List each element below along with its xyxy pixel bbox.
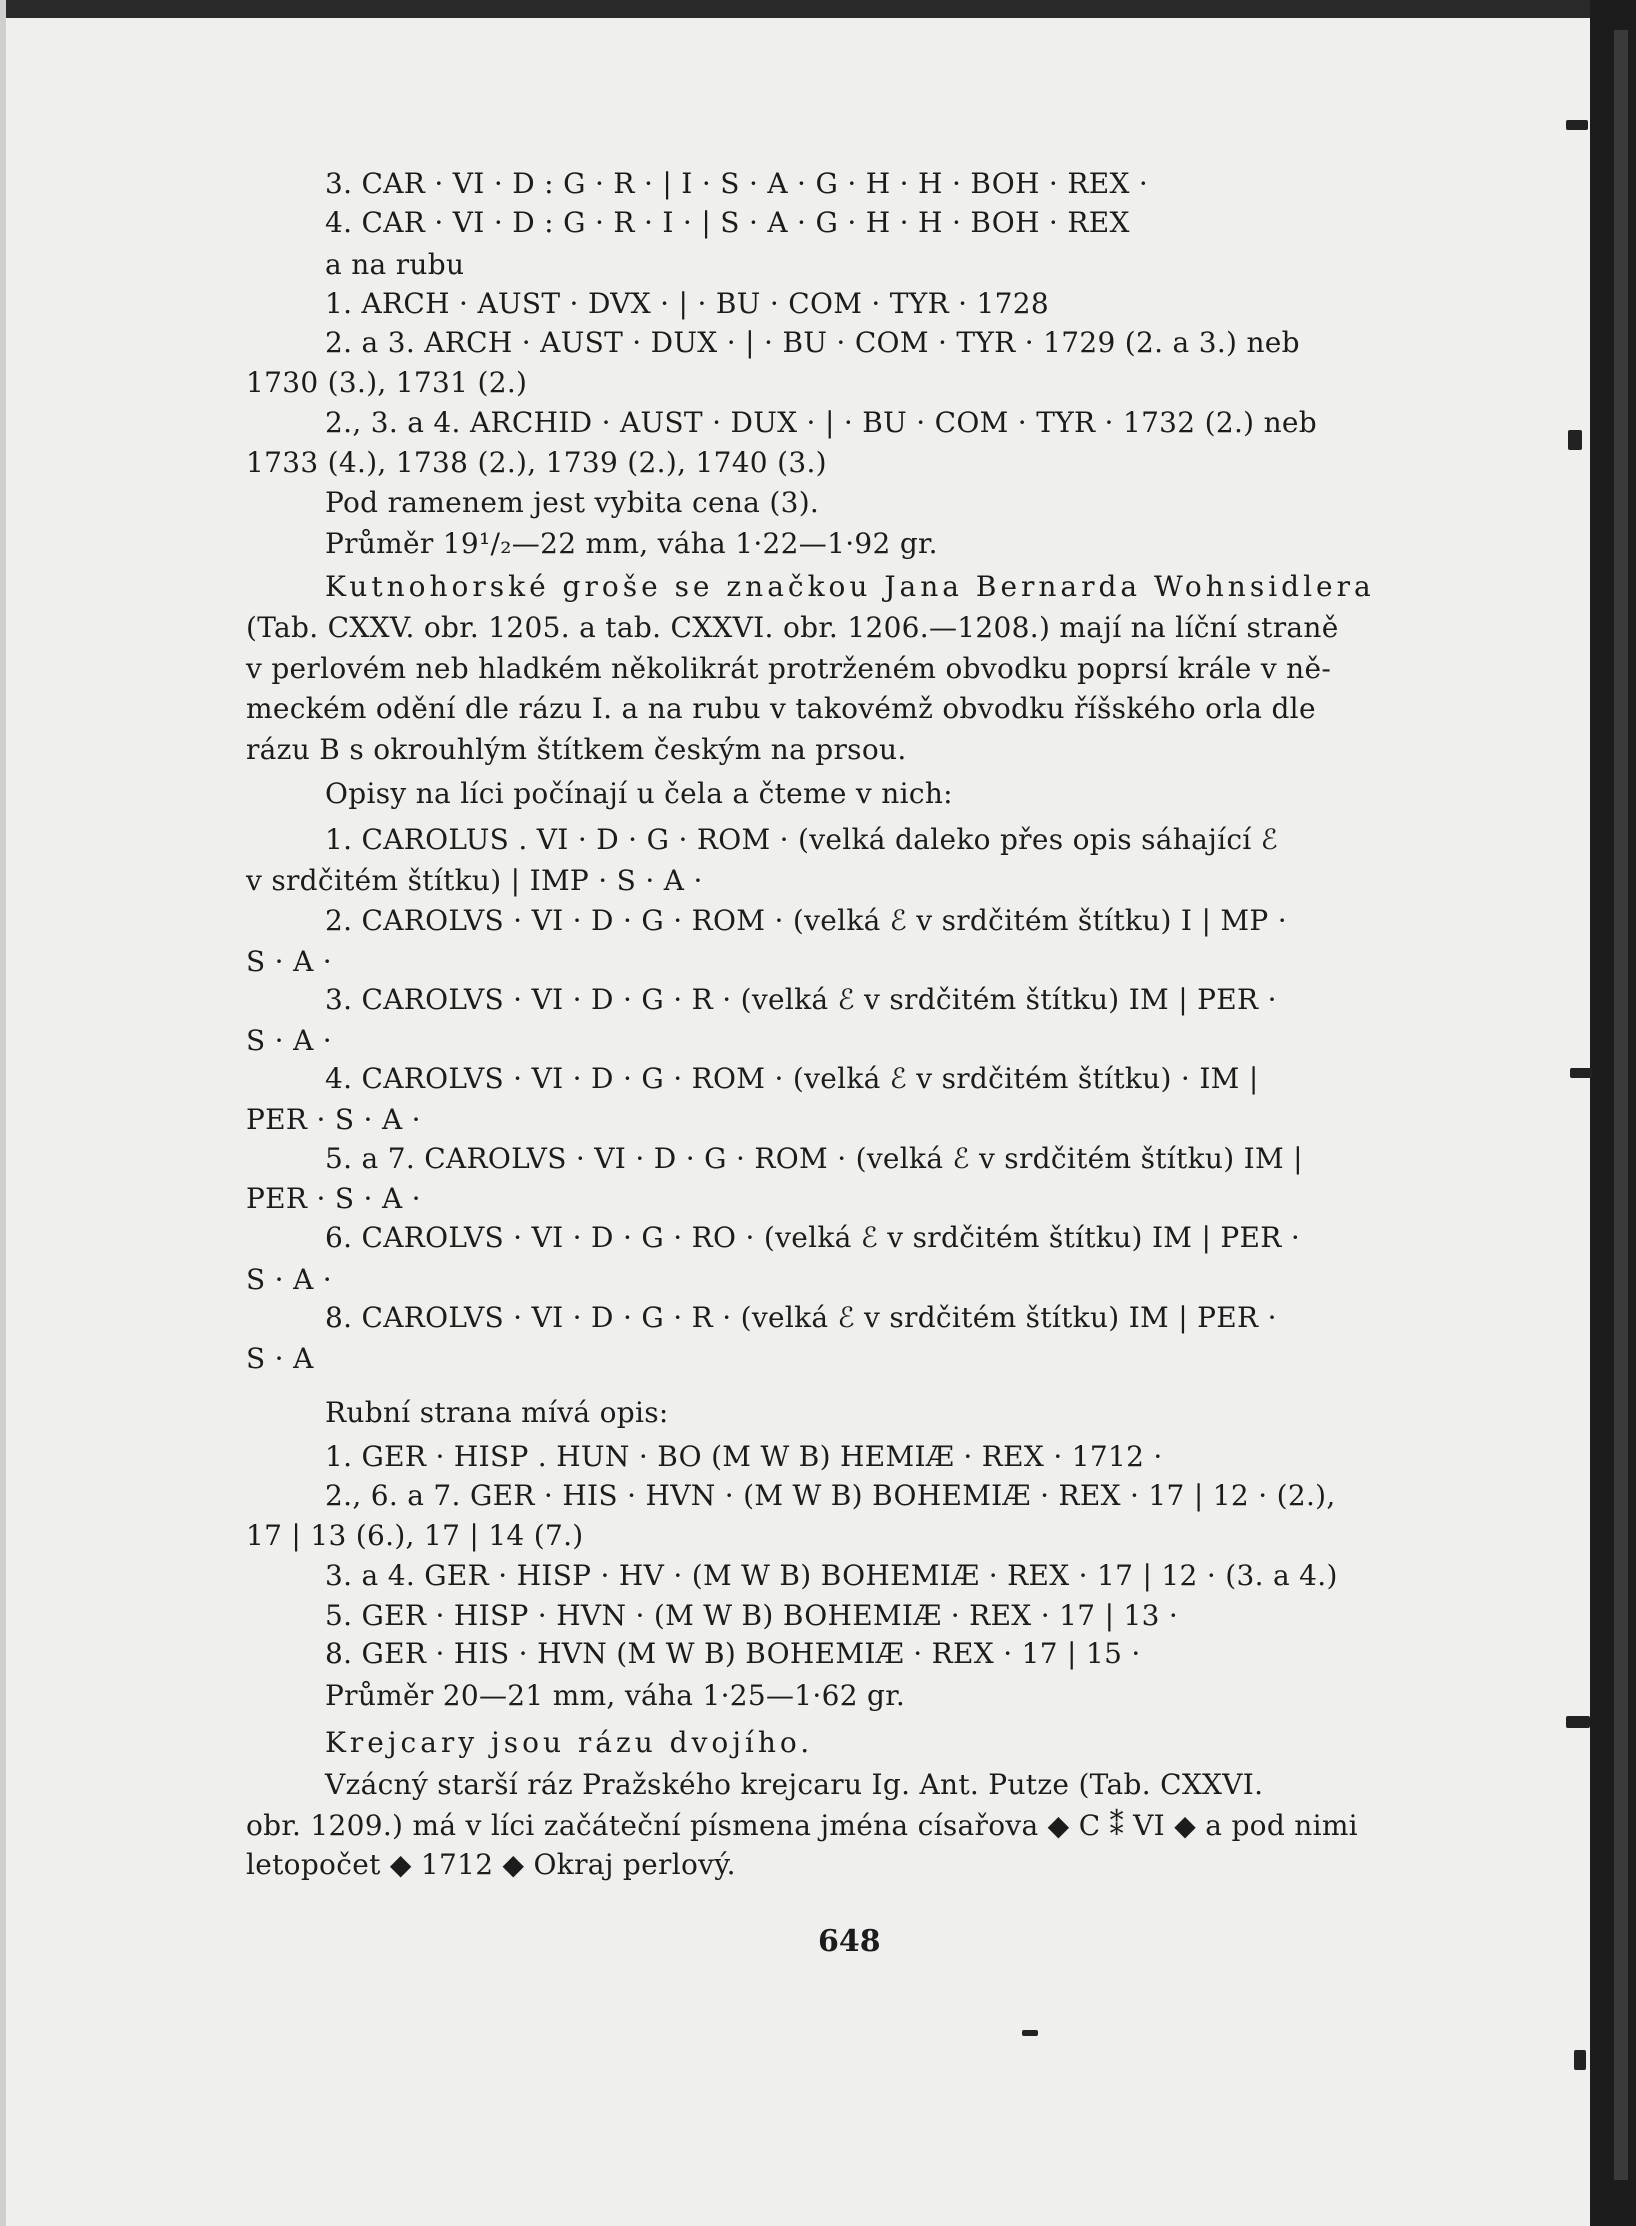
page-number: 648 — [818, 1924, 881, 1959]
text-line: 3. CAR · VI · D : G · R · | I · S · A · G · H · H · BOH · REX · — [325, 167, 1149, 200]
text-line: 8. CAROLVS · VI · D · G · R · (velká ℰ v srdčitém štítku) IM | PER · — [325, 1301, 1277, 1334]
scan-right-edge-inner — [1614, 30, 1628, 2180]
text-line: letopočet ◆ 1712 ◆ Okraj perlový. — [246, 1848, 736, 1881]
text-line: meckém odění dle rázu I. a na rubu v takovémž obvodku říšského orla dle — [246, 692, 1316, 725]
scan-mark — [1570, 1068, 1592, 1078]
text-line: Krejcary jsou rázu dvojího. — [325, 1726, 814, 1759]
text-line: PER · S · A · — [246, 1103, 421, 1136]
text-line: 17 | 13 (6.), 17 | 14 (7.) — [246, 1519, 584, 1552]
text-line: 1733 (4.), 1738 (2.), 1739 (2.), 1740 (3.) — [246, 446, 827, 479]
text-line: S · A · — [246, 945, 333, 978]
text-line: Rubní strana mívá opis: — [325, 1396, 669, 1429]
text-line: S · A · — [246, 1263, 333, 1296]
text-line: 5. GER · HISP · HVN · (M W B) BOHEMIÆ · REX · 17 | 13 · — [325, 1599, 1179, 1632]
text-line: Průměr 20—21 mm, váha 1·25—1·62 gr. — [325, 1679, 906, 1712]
text-line: 3. a 4. GER · HISP · HV · (M W B) BOHEMIÆ · REX · 17 | 12 · (3. a 4.) — [325, 1559, 1338, 1592]
text-line: Opisy na líci počínají u čela a čteme v nich: — [325, 777, 953, 810]
text-line: Kutnohorské groše se značkou Jana Bernarda Wohnsidlera — [325, 570, 1375, 603]
text-line: PER · S · A · — [246, 1182, 421, 1215]
text-line: 2., 3. a 4. ARCHID · AUST · DUX · | · BU · COM · TYR · 1732 (2.) neb — [325, 406, 1318, 439]
text-line: v perlovém neb hladkém několikrát protrženém obvodku poprsí krále v ně- — [246, 652, 1332, 685]
scan-mark — [1566, 1716, 1590, 1728]
scan-mark — [1574, 2050, 1586, 2070]
text-line: Pod ramenem jest vybita cena (3). — [325, 486, 820, 519]
text-line: 6. CAROLVS · VI · D · G · RO · (velká ℰ v srdčitém štítku) IM | PER · — [325, 1221, 1301, 1254]
scan-right-edge — [1590, 0, 1636, 2226]
text-line: 1. CAROLUS . VI · D · G · ROM · (velká daleko přes opis sáhající ℰ — [325, 823, 1279, 856]
text-line: 3. CAROLVS · VI · D · G · R · (velká ℰ v srdčitém štítku) IM | PER · — [325, 983, 1277, 1016]
text-line: 4. CAROLVS · VI · D · G · ROM · (velká ℰ v srdčitém štítku) · IM | — [325, 1062, 1259, 1095]
text-line: 1. ARCH · AUST · DVX · | · BU · COM · TYR · 1728 — [325, 287, 1050, 320]
text-line: rázu B s okrouhlým štítkem českým na prsou. — [246, 733, 907, 766]
text-line: a na rubu — [325, 248, 465, 281]
scan-mark — [1568, 430, 1582, 450]
text-line: S · A — [246, 1342, 314, 1375]
text-line: v srdčitém štítku) | IMP · S · A · — [246, 864, 703, 897]
text-line: Průměr 19¹/₂—22 mm, váha 1·22—1·92 gr. — [325, 527, 938, 560]
text-line: 2. CAROLVS · VI · D · G · ROM · (velká ℰ v srdčitém štítku) I | MP · — [325, 904, 1287, 937]
text-line: 2., 6. a 7. GER · HIS · HVN · (M W B) BOHEMIÆ · REX · 17 | 12 · (2.), — [325, 1479, 1336, 1512]
text-line: S · A · — [246, 1024, 333, 1057]
text-line: obr. 1209.) má v líci začáteční písmena jména císařova ◆ C ⁑ VI ◆ a pod nimi — [246, 1809, 1358, 1842]
text-line: Vzácný starší ráz Pražského krejcaru Ig. Ant. Putze (Tab. CXXVI. — [325, 1768, 1264, 1801]
text-line: 8. GER · HIS · HVN (M W B) BOHEMIÆ · REX · 17 | 15 · — [325, 1637, 1141, 1670]
text-line: 2. a 3. ARCH · AUST · DUX · | · BU · COM · TYR · 1729 (2. a 3.) neb — [325, 326, 1300, 359]
scan-mark — [1566, 120, 1588, 130]
text-line: 1. GER · HISP . HUN · BO (M W B) HEMIÆ · REX · 1712 · — [325, 1440, 1163, 1473]
text-line: 5. a 7. CAROLVS · VI · D · G · ROM · (velká ℰ v srdčitém štítku) IM | — [325, 1142, 1303, 1175]
text-line: 4. CAR · VI · D : G · R · I · | S · A · G · H · H · BOH · REX — [325, 206, 1130, 239]
text-line: (Tab. CXXV. obr. 1205. a tab. CXXVI. obr. 1206.—1208.) mají na líční straně — [246, 611, 1339, 644]
text-line: 1730 (3.), 1731 (2.) — [246, 366, 528, 399]
